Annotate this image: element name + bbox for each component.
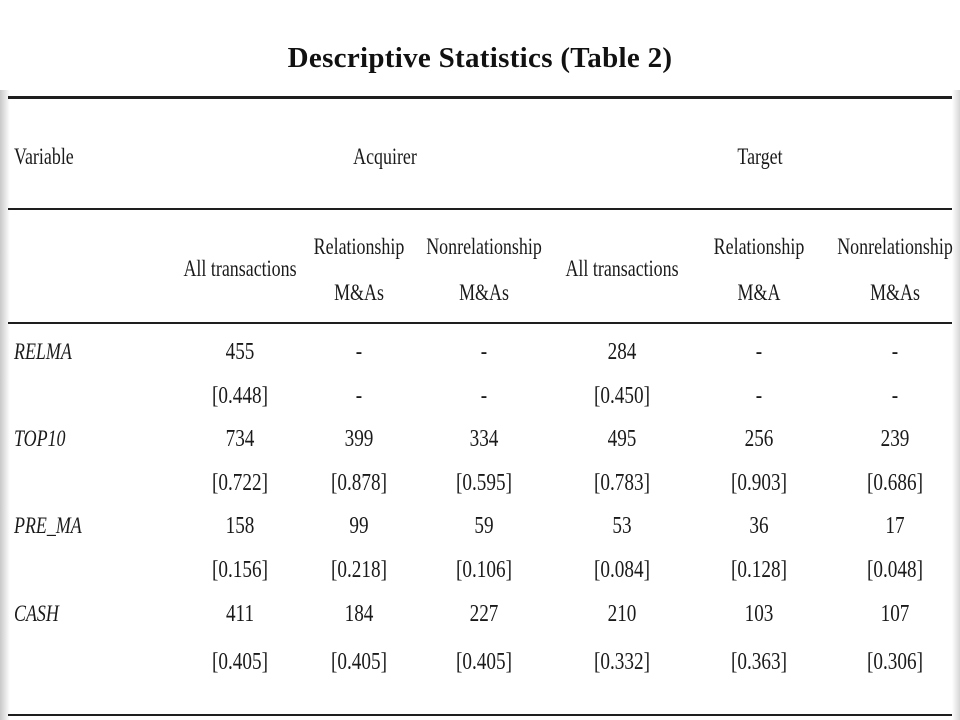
column-header-target-nonrelationship: Nonrelationship: [837, 234, 953, 259]
table-cell-ratio: [0.218]: [331, 557, 387, 583]
table-cell-ratio: [0.332]: [594, 649, 650, 675]
row-variable-name: CASH: [14, 601, 59, 626]
table-cell-ratio: -: [755, 383, 763, 409]
table-cell-ratio: [0.106]: [456, 557, 512, 583]
table-cell-count: -: [355, 339, 363, 365]
row-variable-name: RELMA: [14, 339, 72, 364]
table-cell-count: 334: [469, 426, 499, 452]
table-cell-count: 239: [880, 426, 910, 452]
table-cell-ratio: [0.306]: [867, 649, 923, 675]
table-cell-count: 36: [749, 513, 769, 539]
variable-header: Variable: [14, 144, 74, 169]
column-header-target-relationship-sub: M&A: [737, 280, 781, 305]
column-header-acquirer-relationship-sub: M&As: [334, 280, 384, 305]
table-cell-ratio: [0.450]: [594, 383, 650, 409]
table-cell-ratio: [0.448]: [212, 383, 268, 409]
table-cell-count: 184: [344, 601, 374, 627]
table-cell-count: 495: [607, 426, 637, 452]
table-cell-ratio: [0.363]: [731, 649, 787, 675]
table-cell-count: 455: [225, 339, 255, 365]
table-cell-ratio: [0.048]: [867, 557, 923, 583]
table-cell-count: 59: [474, 513, 494, 539]
table-bottom-rule: [8, 714, 952, 716]
right-edge-shadow: [952, 90, 960, 720]
table-cell-count: 99: [349, 513, 369, 539]
column-header-acquirer-all: All transactions: [183, 256, 297, 281]
table-cell-count: -: [891, 339, 899, 365]
table-cell-ratio: -: [891, 383, 899, 409]
table-cell-count: 17: [885, 513, 905, 539]
table-group-rule: [8, 208, 952, 210]
table-top-rule: [8, 96, 952, 99]
row-variable-name: PRE_MA: [14, 513, 82, 538]
table-cell-count: 210: [607, 601, 637, 627]
table-cell-count: 53: [612, 513, 632, 539]
row-variable-name: TOP10: [14, 426, 66, 451]
table-cell-count: 734: [225, 426, 255, 452]
table-cell-count: 284: [607, 339, 637, 365]
table-header-rule: [8, 322, 952, 324]
table-cell-ratio: [0.156]: [212, 557, 268, 583]
table-cell-ratio: [0.405]: [456, 649, 512, 675]
column-header-target-relationship: Relationship: [713, 234, 805, 259]
column-header-target-nonrelationship-sub: M&As: [870, 280, 920, 305]
table-cell-count: 107: [880, 601, 910, 627]
table-cell-ratio: [0.084]: [594, 557, 650, 583]
table-cell-ratio: [0.595]: [456, 470, 512, 496]
table-cell-count: 399: [344, 426, 374, 452]
left-edge-shadow: [0, 90, 10, 720]
table-cell-ratio: [0.128]: [731, 557, 787, 583]
group-header-target: Target: [737, 144, 783, 169]
table-cell-count: 411: [225, 601, 255, 627]
table-cell-ratio: [0.783]: [594, 470, 650, 496]
column-header-acquirer-nonrelationship: Nonrelationship: [426, 234, 542, 259]
table-cell-count: 103: [744, 601, 774, 627]
table-cell-count: -: [755, 339, 763, 365]
table-cell-count: 227: [469, 601, 499, 627]
table-cell-ratio: [0.686]: [867, 470, 923, 496]
column-header-acquirer-nonrelationship-sub: M&As: [459, 280, 509, 305]
column-header-target-all: All transactions: [565, 256, 679, 281]
table-cell-ratio: [0.405]: [331, 649, 387, 675]
slide-title: Descriptive Statistics (Table 2): [287, 42, 673, 74]
table-cell-ratio: [0.722]: [212, 470, 268, 496]
table-cell-ratio: [0.903]: [731, 470, 787, 496]
table-cell-ratio: -: [355, 383, 363, 409]
table-cell-ratio: [0.878]: [331, 470, 387, 496]
table-cell-count: 256: [744, 426, 774, 452]
table-cell-ratio: [0.405]: [212, 649, 268, 675]
group-header-acquirer: Acquirer: [353, 144, 417, 169]
table-cell-count: 158: [225, 513, 255, 539]
table-cell-count: -: [480, 339, 488, 365]
column-header-acquirer-relationship: Relationship: [313, 234, 405, 259]
table-cell-ratio: -: [480, 383, 488, 409]
